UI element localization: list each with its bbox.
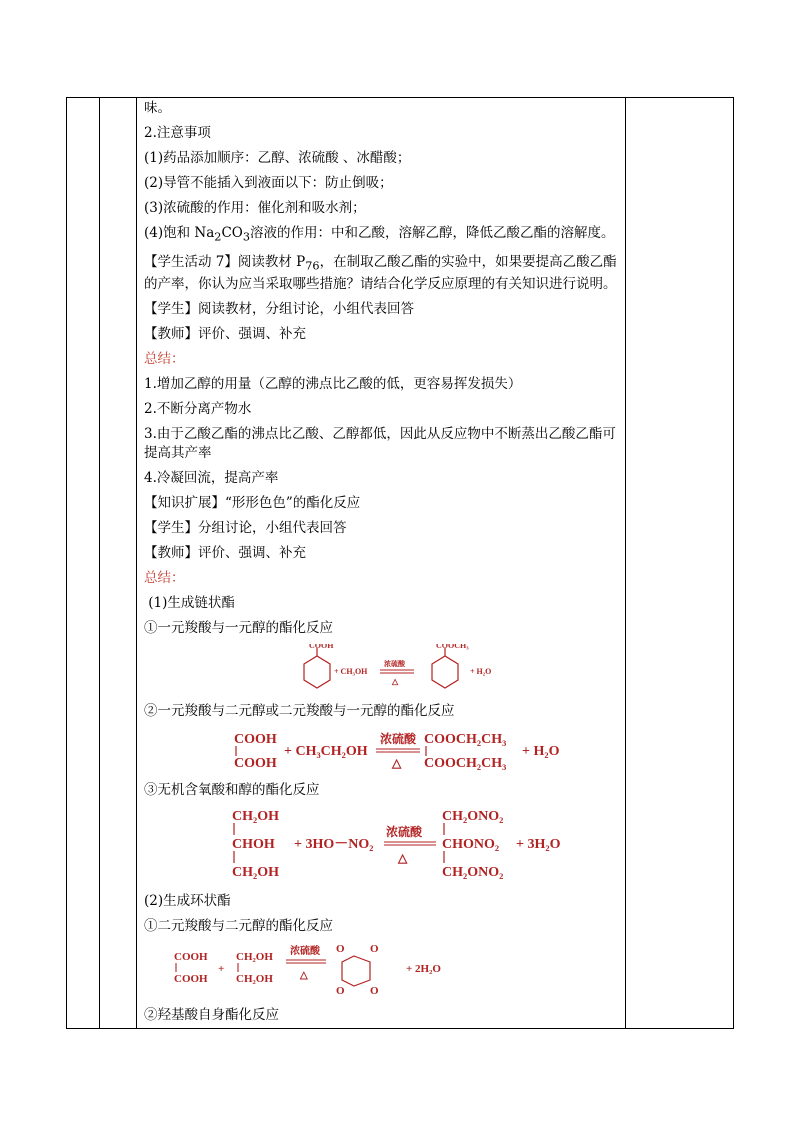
formula-text: + CH₃OH <box>334 667 368 677</box>
text-line: (4)饱和 $Na_2CO_3$溶液的作用：中和乙酸，溶解乙醇，降低乙酸乙酯的溶解度。 <box>144 225 615 244</box>
formula-text: + <box>218 963 225 976</box>
text-line: 2.不断分离产物水 <box>144 401 252 418</box>
catalyst-label: 浓硫酸 <box>290 946 320 958</box>
formula-text: + H₂O <box>522 744 560 760</box>
text-line: (1)生成链状酯 <box>144 595 235 612</box>
formula-text: COOH <box>234 756 277 772</box>
heat-label: △ <box>398 851 408 866</box>
text-line: ①一元羧酸与一元醇的酯化反应 <box>144 620 333 637</box>
formula-text: CH₂OH <box>236 973 273 986</box>
column-divider <box>99 98 100 1028</box>
text-line: 1.增加乙醇的用量（乙醇的沸点比乙酸的低，更容易挥发损失） <box>144 376 522 393</box>
text-line: ①二元羧酸与二元醇的酯化反应 <box>144 918 333 935</box>
formula-text: CH₂OH <box>232 809 279 825</box>
atom-label: O <box>336 985 345 998</box>
text-line: (2)导管不能插入到液面以下：防止倒吸； <box>144 175 393 191</box>
formula-text: CHONO₂ <box>442 837 500 853</box>
benzene-ring-icon <box>304 656 330 688</box>
heat-label: △ <box>300 970 308 982</box>
summary-label: 总结： <box>144 351 185 368</box>
atom-label: O <box>336 943 345 956</box>
heat-label: △ <box>392 677 399 687</box>
formula-text: + H₂O <box>470 667 492 677</box>
benzene-ring-icon <box>432 656 458 688</box>
text-line: 【教师】评价、强调、补充 <box>144 326 306 343</box>
text-line: 【学生】阅读教材，分组讨论，小组代表回答 <box>144 301 414 318</box>
text-line: (2)生成环状酯 <box>144 893 231 910</box>
formula-text: COOH <box>174 973 208 986</box>
formula-text: COOH <box>234 732 277 748</box>
dioxane-ring-icon <box>342 956 370 986</box>
formula-text: COOH <box>309 644 334 651</box>
column-divider <box>136 98 137 1028</box>
text-line: (3)浓硫酸的作用：催化剂和吸水剂； <box>144 200 366 216</box>
lesson-content <box>144 97 622 1031</box>
formula-text: COOCH₂CH₃ <box>424 756 507 772</box>
text-line: 【教师】评价、强调、补充 <box>144 545 306 562</box>
equation-3 <box>144 806 622 886</box>
equation-4 <box>144 942 622 1000</box>
text-line: ②一元羧酸与二元醇或二元羧酸与一元醇的酯化反应 <box>144 703 455 720</box>
section-heading: 2.注意事项 <box>144 125 211 141</box>
formula-text: CH₂ONO₂ <box>442 809 504 825</box>
text-line: 味。 <box>144 100 171 116</box>
text-line: (1)药品添加顺序：乙醇、浓硫酸 、冰醋酸； <box>144 150 411 166</box>
formula-text: + 3HO－NO₂ <box>294 837 374 853</box>
atom-label: O <box>370 985 379 998</box>
text-line: ③无机含氧酸和醇的酯化反应 <box>144 782 320 799</box>
text-line: 【知识扩展】“形形色色”的酯化反应 <box>144 495 361 512</box>
formula-text: + 2H₂O <box>406 963 441 976</box>
formula-text: CH₂OH <box>232 865 279 881</box>
text-line: ②羟基酸自身酯化反应 <box>144 1007 279 1024</box>
formula-text: CHOH <box>232 837 275 853</box>
formula-text: COOCH₂CH₃ <box>424 732 507 748</box>
equation-1 <box>144 644 622 696</box>
formula-text: COOH <box>174 951 208 964</box>
formula-text: + 3H₂O <box>516 837 561 853</box>
text-line: 【学生活动 7】阅读教材 $P_{76}$，在制取乙酸乙酯的实验中，如果要提高乙酸乙酯的产率，你认为应当采取哪些措施？请结合化学反应原理的有关知识进行说明。 <box>144 253 617 293</box>
formula-text: CH₂ONO₂ <box>442 865 504 881</box>
column-divider <box>625 98 626 1028</box>
text-line: 3.由于乙酸乙酯的沸点比乙酸、乙醇都低，因此从反应物中不断蒸出乙酸乙酯可提高其产率 <box>144 426 616 462</box>
equation-2 <box>144 727 622 775</box>
formula-text: COOCH₃ <box>436 644 469 651</box>
catalyst-label: 浓硫酸 <box>386 825 423 840</box>
text-line: 【学生】分组讨论，小组代表回答 <box>144 520 347 537</box>
atom-label: O <box>370 943 379 956</box>
catalyst-label: 浓硫酸 <box>384 660 405 669</box>
text-line: 4.冷凝回流，提高产率 <box>144 470 279 487</box>
formula-text: + CH₃CH₂OH <box>284 744 368 760</box>
formula-text: CH₂OH <box>236 951 273 964</box>
heat-label: △ <box>392 756 402 771</box>
catalyst-label: 浓硫酸 <box>380 732 417 747</box>
summary-label: 总结： <box>144 570 185 587</box>
